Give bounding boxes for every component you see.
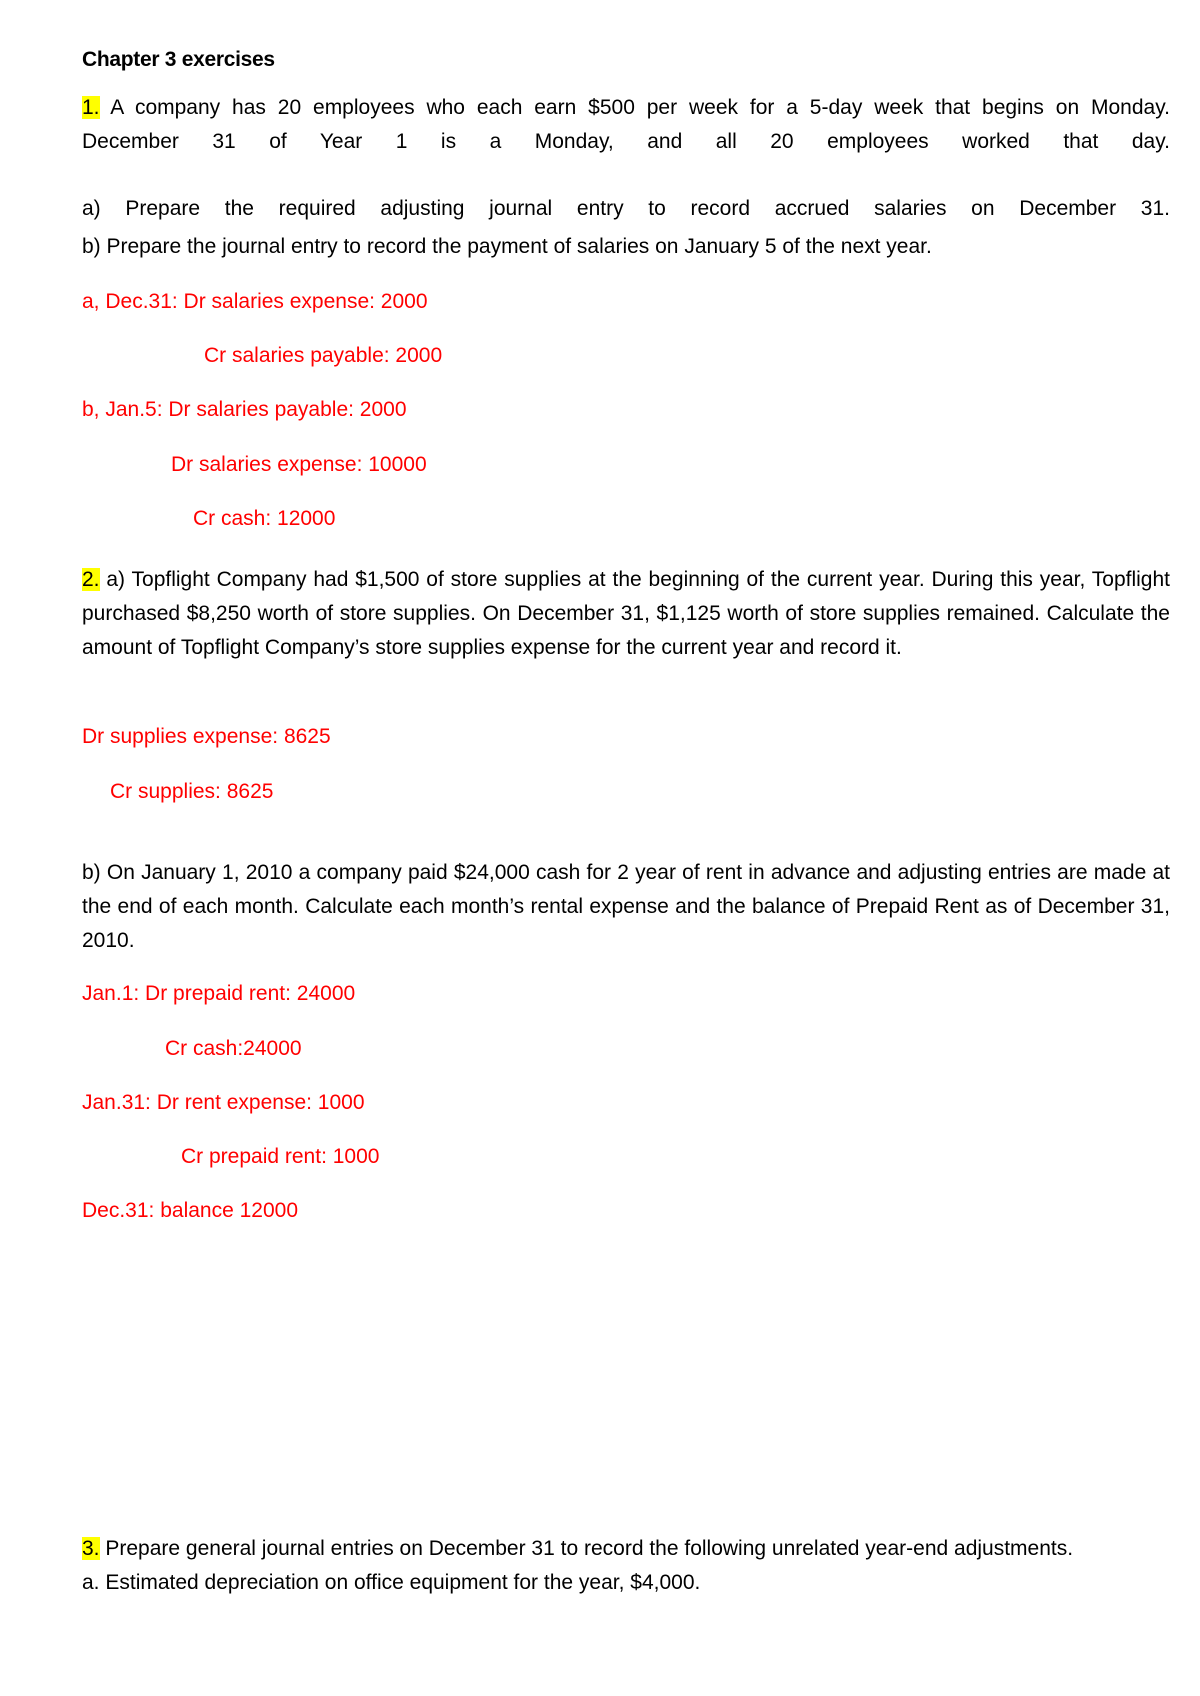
- q1-answer-b2: Dr salaries expense: 10000: [171, 453, 427, 476]
- q2-answer-b3: Jan.31: Dr rent expense: 1000: [82, 1091, 365, 1114]
- q1-answer-b3: Cr cash: 12000: [193, 507, 336, 530]
- q1-answer-a1: a, Dec.31: Dr salaries expense: 2000: [82, 290, 428, 313]
- q1-part-b: b) Prepare the journal entry to record the payment of salaries on January 5 of the next year.: [82, 235, 932, 258]
- q2-answer-b4: Cr prepaid rent: 1000: [181, 1145, 380, 1168]
- q2-answer-b1: Jan.1: Dr prepaid rent: 24000: [82, 982, 356, 1005]
- q1-answer-b1: b, Jan.5: Dr salaries payable: 2000: [82, 398, 407, 421]
- q3-number: 3.: [82, 1537, 100, 1560]
- q2-answer-b2: Cr cash:24000: [165, 1037, 302, 1060]
- q2-part-a: [82, 563, 1170, 665]
- q3-part-a: a. Estimated depreciation on office equipment for the year, $4,000.: [82, 1571, 701, 1594]
- q1-number: 1.: [82, 96, 100, 119]
- q3-line1: [82, 1536, 1073, 1562]
- q2-answer-a1: Dr supplies expense: 8625: [82, 725, 331, 748]
- q2-part-a-text: a) Topflight Company had $1,500 of store supplies at the beginning of the current year. During this year, Topflight purchased $8,250 worth of store supplies. On December 31, $1,125 worth of store supplies remained. Calculate the amount of Topflight Company’s store supplies expense for the current year and record it.: [82, 568, 1170, 659]
- q2-number: 2.: [82, 568, 100, 591]
- q1-part-a: a) Prepare the required adjusting journal entry to record accrued salaries on December 31.: [82, 197, 1170, 220]
- q1-text-line1: A company has 20 employees who each earn $500 per week for a 5-day week that begins on Monday.: [110, 96, 1170, 119]
- q1-answer-a2: Cr salaries payable: 2000: [204, 344, 443, 367]
- q1-text-line2: December 31 of Year 1 is a Monday, and all 20 employees worked that day.: [82, 130, 1170, 153]
- q2-answer-a2: Cr supplies: 8625: [110, 780, 274, 803]
- q3-text: Prepare general journal entries on December 31 to record the following unrelated year-end adjustments.: [105, 1537, 1074, 1560]
- q1-line1: [82, 91, 1170, 125]
- q2-answer-b5: Dec.31: balance 12000: [82, 1199, 298, 1222]
- q2-part-b: b) On January 1, 2010 a company paid $24,000 cash for 2 year of rent in advance and adjusting entries are made at the end of each month. Calculate each month’s rental expense and the balance of Prepaid Rent as of December 31, 2010.: [82, 861, 1170, 952]
- page-title: Chapter 3 exercises: [82, 48, 275, 71]
